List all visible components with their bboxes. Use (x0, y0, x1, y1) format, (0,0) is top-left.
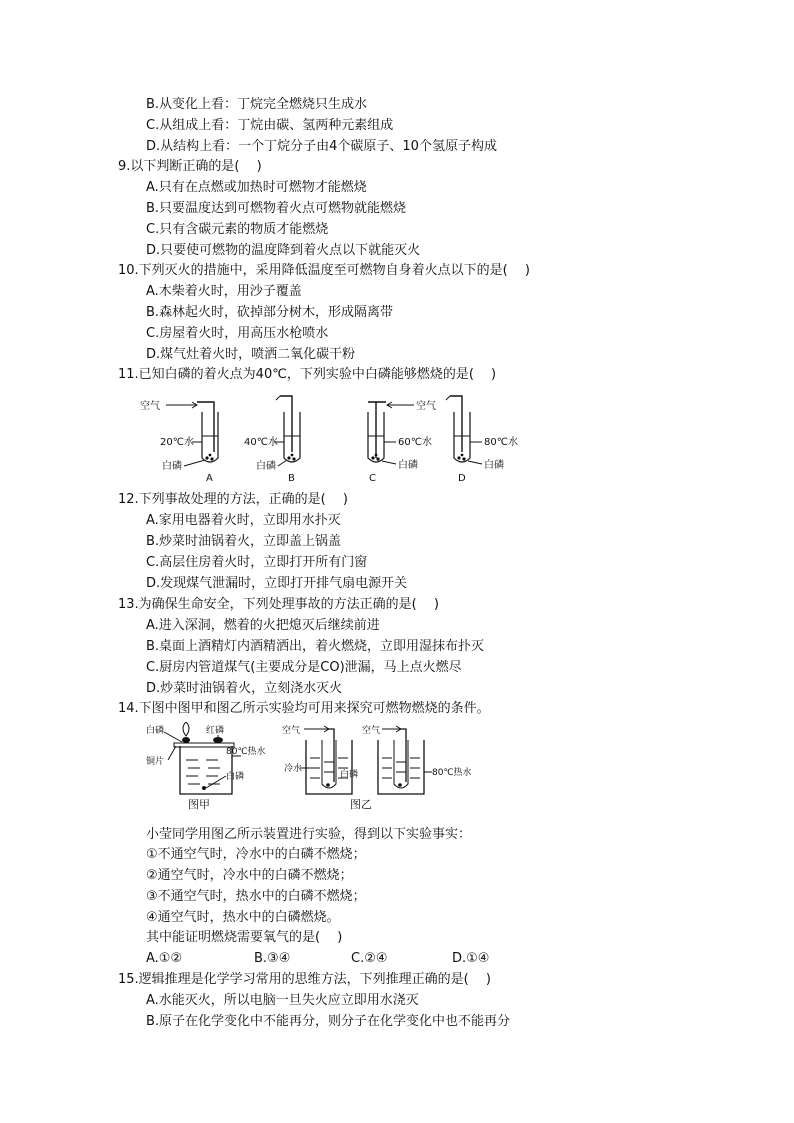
q12-stem: 12.下列事故处理的方法，正确的是( ) (118, 492, 348, 507)
q13-option-b: B.桌面上酒精灯内酒精洒出，着火燃烧，立即用湿抹布扑灭 (146, 639, 485, 654)
tube-letter: C (369, 473, 376, 484)
q10-option-b: B.森林起火时，砍掉部分树木，形成隔离带 (146, 305, 394, 320)
q14-fact-4: ④通空气时，热水中的白磷燃烧。 (146, 910, 340, 925)
air-label-1: 空气 (282, 726, 301, 736)
q10-option-c: C.房屋着火时，用高压水枪喷水 (146, 326, 329, 341)
q8-option-c: C.从组成上看：丁烷由碳、氢两种元素组成 (146, 118, 394, 133)
tube-c (368, 399, 436, 484)
air-label: 空气 (140, 401, 160, 412)
figure-caption: 图甲 (188, 798, 210, 811)
tube-b (244, 396, 300, 484)
q14-choice-a: A.①② (146, 951, 183, 966)
tube-d (446, 396, 518, 484)
q15-stem: 15.逻辑推理是化学学习常用的思维方法，下列推理正确的是( ) (118, 972, 491, 987)
q11-test-tube-figure (140, 392, 540, 484)
q11-stem: 11.已知白磷的着火点为40℃，下列实验中白磷能够燃烧的是( ) (118, 367, 497, 382)
q13-option-c: C.厨房内管道煤气(主要成分是CO)泄漏，马上点火燃尽 (146, 660, 462, 675)
tube-a (140, 399, 218, 484)
q14-figure-jia (146, 722, 276, 812)
q14-fact-2: ②通空气时，冷水中的白磷不燃烧； (146, 868, 353, 883)
q14-choice-c: C.②④ (351, 951, 388, 966)
tube-letter: A (206, 473, 213, 484)
q14-figure-yi (282, 722, 482, 812)
copper-label: 铜片 (146, 757, 165, 767)
white-p-label: 白磷 (398, 460, 418, 471)
q9-option-d: D.只要使可燃物的温度降到着火点以下就能灭火 (146, 243, 421, 258)
red-p-label: 红磷 (206, 726, 225, 736)
q12-option-b: B.炒菜时油锅着火，立即盖上锅盖 (146, 534, 342, 549)
q12-option-d: D.发现煤气泄漏时，立即打开排气扇电源开关 (146, 576, 408, 591)
q14-fact-1: ①不通空气时，冷水中的白磷不燃烧； (146, 847, 366, 862)
water-label: 20℃水 (160, 437, 194, 448)
q10-stem: 10.下列灭火的措施中，采用降低温度至可燃物自身着火点以下的是( ) (118, 263, 530, 278)
q10-option-a: A.木柴着火时，用沙子覆盖 (146, 284, 302, 299)
q8-option-b: B.从变化上看：丁烷完全燃烧只生成水 (146, 97, 368, 112)
q14-choice-d: D.①④ (452, 951, 490, 966)
tube-letter: B (288, 473, 295, 484)
q9-option-b: B.只要温度达到可燃物着火点可燃物就能燃烧 (146, 201, 407, 216)
q14-choice-b: B.③④ (254, 951, 291, 966)
q15-option-a: A.水能灭火，所以电脑一旦失火应立即用水浇灭 (146, 993, 419, 1008)
white-p2-label: 白磷 (226, 772, 245, 782)
water-label: 60℃水 (398, 437, 432, 448)
q14-intro: 小莹同学用图乙所示装置进行实验，得到以下实验事实： (146, 827, 472, 842)
q13-option-a: A.进入深洞，燃着的火把熄灭后继续前进 (146, 618, 380, 633)
q14-fact-3: ③不通空气时，热水中的白磷不燃烧； (146, 889, 366, 904)
hot-water-label: 80℃热水 (432, 768, 472, 778)
white-p-label: 白磷 (146, 726, 165, 736)
cold-water-label: 冷水 (284, 764, 303, 774)
q12-option-a: A.家用电器着火时，立即用水扑灭 (146, 513, 341, 528)
q9-option-c: C.只有含碳元素的物质才能燃烧 (146, 222, 329, 237)
q10-option-d: D.煤气灶着火时，喷洒二氧化碳干粉 (146, 347, 356, 362)
q13-option-d: D.炒菜时油锅着火，立刻浇水灭火 (146, 681, 343, 696)
q13-stem: 13.为确保生命安全，下列处理事故的方法正确的是( ) (118, 597, 439, 612)
q8-option-d: D.从结构上看：一个丁烷分子由4个碳原子、10个氢原子构成 (146, 139, 497, 154)
hot-water-label: 80℃热水 (226, 747, 266, 757)
air-label-2: 空气 (362, 726, 381, 736)
white-p-label: 白磷 (340, 770, 359, 780)
figure-caption: 图乙 (350, 798, 372, 811)
water-label: 80℃水 (484, 437, 518, 448)
q14-stem: 14.下图中图甲和图乙所示实验均可用来探究可燃物燃烧的条件。 (118, 701, 490, 716)
q15-option-b: B.原子在化学变化中不能再分，则分子在化学变化中也不能再分 (146, 1014, 511, 1029)
air-label: 空气 (416, 401, 436, 412)
q9-stem: 9.以下判断正确的是( ) (118, 159, 262, 174)
white-p-label: 白磷 (162, 461, 182, 472)
q14-ask: 其中能证明燃烧需要氧气的是( ) (146, 930, 343, 945)
white-p-label: 白磷 (484, 460, 504, 471)
q9-option-a: A.只有在点燃或加热时可燃物才能燃烧 (146, 180, 367, 195)
white-p-label: 白磷 (256, 461, 276, 472)
water-label: 40℃水 (244, 437, 278, 448)
tube-letter: D (458, 473, 466, 484)
q12-option-c: C.高层住房着火时，立即打开所有门窗 (146, 555, 368, 570)
